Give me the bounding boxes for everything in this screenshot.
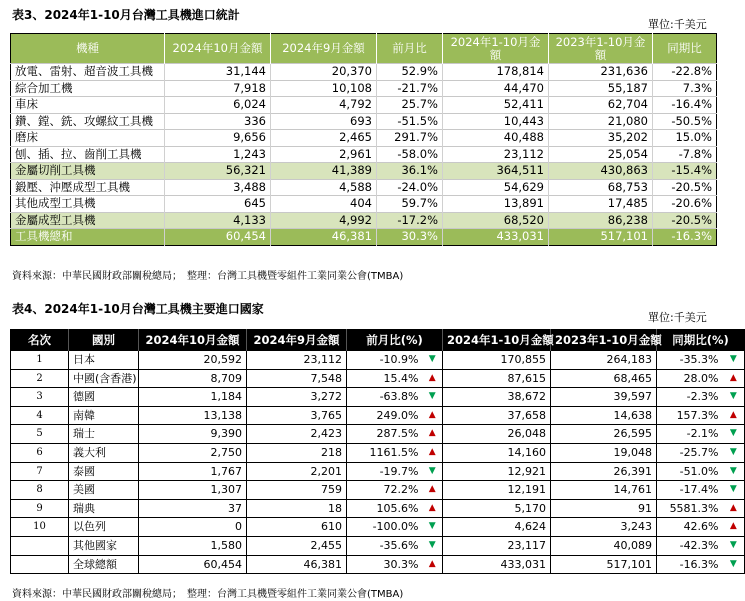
trend-arrow-cell bbox=[423, 443, 443, 462]
triangle-up-icon: ▲ bbox=[428, 409, 436, 420]
value-cell: 37 bbox=[139, 499, 247, 518]
triangle-down-icon: ▼ bbox=[729, 354, 737, 364]
yoy-change-cell: -25.7% bbox=[657, 443, 723, 462]
triangle-down-icon: ▼ bbox=[729, 465, 737, 476]
value-cell: 26,391 bbox=[551, 462, 657, 481]
triangle-up-icon: ▲ bbox=[428, 446, 436, 457]
triangle-up-icon: ▲ bbox=[729, 409, 737, 420]
table3-column-header: 2023年1-10月金額 bbox=[549, 34, 653, 64]
table4-column-header: 國別 bbox=[69, 330, 139, 351]
trend-arrow-cell bbox=[423, 369, 443, 388]
rank-cell bbox=[11, 536, 69, 555]
machine-type-cell: 刨、插、拉、齒削工具機 bbox=[15, 146, 142, 161]
value-cell: -22.8% bbox=[653, 64, 717, 81]
trend-arrow-cell bbox=[723, 536, 745, 555]
table4-header-row bbox=[11, 330, 745, 351]
rank-cell: 2 bbox=[11, 369, 69, 388]
value-cell: 68,465 bbox=[551, 369, 657, 388]
value-cell: 1,767 bbox=[139, 462, 247, 481]
triangle-down-icon: ▼ bbox=[729, 446, 737, 457]
value-cell: 35,202 bbox=[549, 130, 653, 147]
value-cell: 14,638 bbox=[551, 406, 657, 425]
value-cell: 86,238 bbox=[549, 212, 653, 229]
value-cell: 430,863 bbox=[549, 163, 653, 180]
mom-change-cell: 30.3% bbox=[347, 555, 423, 574]
rank-cell: 6 bbox=[11, 443, 69, 462]
value-cell: 41,389 bbox=[271, 163, 377, 180]
machine-type-cell: 鑽、鏜、銑、攻螺紋工具機 bbox=[15, 113, 153, 128]
value-cell: 52.9% bbox=[377, 64, 443, 81]
yoy-change-cell: -2.3% bbox=[657, 388, 723, 407]
country-cell: 瑞典 bbox=[69, 499, 139, 518]
value-cell: 178,814 bbox=[443, 64, 549, 81]
table3-row bbox=[11, 64, 717, 81]
triangle-down-icon: ▼ bbox=[428, 539, 436, 550]
value-cell: 46,381 bbox=[271, 229, 377, 246]
value-cell: 68,520 bbox=[443, 212, 549, 229]
country-cell: 德國 bbox=[69, 388, 139, 407]
trend-arrow-cell bbox=[423, 406, 443, 425]
yoy-change-cell: -2.1% bbox=[657, 425, 723, 444]
value-cell: 1,580 bbox=[139, 536, 247, 555]
value-cell: 3,488 bbox=[165, 179, 271, 196]
country-cell: 中國(含香港) bbox=[69, 369, 139, 388]
triangle-down-icon: ▼ bbox=[428, 465, 436, 476]
table3-source: 資料來源：中華民國財政部關稅總局； 整理：台灣工具機暨零組件工業同業公會(TMBA) bbox=[12, 271, 404, 282]
table4-row bbox=[11, 369, 745, 388]
value-cell: 517,101 bbox=[549, 229, 653, 246]
table3-row bbox=[11, 163, 717, 180]
value-cell: 54,629 bbox=[443, 179, 549, 196]
value-cell: 14,761 bbox=[551, 481, 657, 500]
table4-row bbox=[11, 406, 745, 425]
value-cell: -50.5% bbox=[653, 113, 717, 130]
value-cell: 36.1% bbox=[377, 163, 443, 180]
country-cell: 瑞士 bbox=[69, 425, 139, 444]
yoy-change-cell: -42.3% bbox=[657, 536, 723, 555]
rank-cell: 1 bbox=[11, 351, 69, 370]
value-cell: 4,133 bbox=[165, 212, 271, 229]
triangle-up-icon: ▲ bbox=[729, 521, 737, 532]
value-cell: -20.5% bbox=[653, 179, 717, 196]
trend-arrow-cell bbox=[423, 481, 443, 500]
table3-row bbox=[11, 80, 717, 97]
triangle-up-icon: ▲ bbox=[428, 484, 436, 495]
trend-arrow-cell bbox=[423, 518, 443, 537]
mom-change-cell: 287.5% bbox=[347, 425, 423, 444]
value-cell: 9,390 bbox=[139, 425, 247, 444]
value-cell: 264,183 bbox=[551, 351, 657, 370]
value-cell: 4,624 bbox=[443, 518, 551, 537]
value-cell: -7.8% bbox=[653, 146, 717, 163]
mom-change-cell: -63.8% bbox=[347, 388, 423, 407]
value-cell: 404 bbox=[271, 196, 377, 213]
triangle-down-icon: ▼ bbox=[428, 391, 436, 402]
triangle-down-icon: ▼ bbox=[729, 428, 737, 439]
value-cell: 23,117 bbox=[443, 536, 551, 555]
rank-cell: 7 bbox=[11, 462, 69, 481]
trend-arrow-cell bbox=[423, 388, 443, 407]
triangle-down-icon: ▼ bbox=[428, 521, 436, 532]
table4-title: 表4、2024年1-10月台灣工具機主要進口國家 bbox=[12, 302, 264, 316]
value-cell: -24.0% bbox=[377, 179, 443, 196]
rank-cell: 10 bbox=[11, 518, 69, 537]
rank-cell: 5 bbox=[11, 425, 69, 444]
machine-type-cell: 車床 bbox=[15, 97, 38, 111]
trend-arrow-cell bbox=[723, 518, 745, 537]
table3-column-header: 同期比 bbox=[653, 34, 717, 64]
trend-arrow-cell bbox=[723, 425, 745, 444]
value-cell: 30.3% bbox=[377, 229, 443, 246]
yoy-change-cell: -16.3% bbox=[657, 555, 723, 574]
yoy-change-cell: -17.4% bbox=[657, 481, 723, 500]
value-cell: 170,855 bbox=[443, 351, 551, 370]
trend-arrow-cell bbox=[423, 462, 443, 481]
mom-change-cell: -100.0% bbox=[347, 518, 423, 537]
value-cell: 4,792 bbox=[271, 97, 377, 114]
machine-type-cell: 鍛壓、沖壓成型工具機 bbox=[15, 179, 130, 194]
value-cell: 4,992 bbox=[271, 212, 377, 229]
value-cell: -58.0% bbox=[377, 146, 443, 163]
value-cell: -15.4% bbox=[653, 163, 717, 180]
table3-column-header: 2024年9月金額 bbox=[271, 34, 377, 64]
trend-arrow-cell bbox=[723, 406, 745, 425]
value-cell: 25.7% bbox=[377, 97, 443, 114]
value-cell: 13,891 bbox=[443, 196, 549, 213]
value-cell: 693 bbox=[271, 113, 377, 130]
value-cell: 46,381 bbox=[247, 555, 347, 574]
table4-row bbox=[11, 536, 745, 555]
table4-row bbox=[11, 425, 745, 444]
value-cell: 26,595 bbox=[551, 425, 657, 444]
value-cell: 1,307 bbox=[139, 481, 247, 500]
rank-cell: 3 bbox=[11, 388, 69, 407]
country-cell: 全球總額 bbox=[69, 555, 139, 574]
value-cell: 12,921 bbox=[443, 462, 551, 481]
country-cell: 其他國家 bbox=[69, 536, 139, 555]
table3-row bbox=[11, 179, 717, 196]
rank-cell: 4 bbox=[11, 406, 69, 425]
value-cell: 7,918 bbox=[165, 80, 271, 97]
table3-column-header: 前月比 bbox=[377, 34, 443, 64]
table3-row bbox=[11, 130, 717, 147]
machine-type-cell: 其他成型工具機 bbox=[15, 196, 96, 210]
yoy-change-cell: 5581.3% bbox=[657, 499, 723, 518]
table4-row bbox=[11, 388, 745, 407]
country-cell: 義大利 bbox=[69, 443, 139, 462]
value-cell: 218 bbox=[247, 443, 347, 462]
table4-column-header: 前月比(%) bbox=[347, 330, 443, 351]
table4-row bbox=[11, 518, 745, 537]
value-cell: 2,423 bbox=[247, 425, 347, 444]
value-cell: 60,454 bbox=[139, 555, 247, 574]
triangle-down-icon: ▼ bbox=[428, 354, 436, 364]
value-cell: 62,704 bbox=[549, 97, 653, 114]
value-cell: 8,709 bbox=[139, 369, 247, 388]
mom-change-cell: -35.6% bbox=[347, 536, 423, 555]
value-cell: 59.7% bbox=[377, 196, 443, 213]
value-cell: 44,470 bbox=[443, 80, 549, 97]
mom-change-cell: -10.9% bbox=[347, 351, 423, 370]
value-cell: 7.3% bbox=[653, 80, 717, 97]
yoy-change-cell: -51.0% bbox=[657, 462, 723, 481]
machine-type-cell: 工具機總和 bbox=[11, 229, 165, 246]
value-cell: 645 bbox=[165, 196, 271, 213]
table3-title: 表3、2024年1-10月台灣工具機進口統計 bbox=[12, 8, 240, 22]
country-cell: 泰國 bbox=[69, 462, 139, 481]
value-cell: -51.5% bbox=[377, 113, 443, 130]
machine-type-import-table bbox=[10, 33, 717, 246]
table4-row bbox=[11, 499, 745, 518]
table4-row bbox=[11, 351, 745, 370]
table3-row bbox=[11, 146, 717, 163]
value-cell: 23,112 bbox=[247, 351, 347, 370]
trend-arrow-cell bbox=[423, 499, 443, 518]
triangle-down-icon: ▼ bbox=[729, 484, 737, 495]
value-cell: 336 bbox=[165, 113, 271, 130]
value-cell: 4,588 bbox=[271, 179, 377, 196]
table4-column-header: 2024年1-10月金額 bbox=[443, 330, 551, 351]
country-cell: 以色列 bbox=[69, 518, 139, 537]
value-cell: -20.5% bbox=[653, 212, 717, 229]
value-cell: 19,048 bbox=[551, 443, 657, 462]
value-cell: 517,101 bbox=[551, 555, 657, 574]
value-cell: 60,454 bbox=[165, 229, 271, 246]
trend-arrow-cell bbox=[423, 351, 443, 370]
table3-column-header: 機種 bbox=[11, 34, 165, 64]
value-cell: 0 bbox=[139, 518, 247, 537]
value-cell: 2,750 bbox=[139, 443, 247, 462]
triangle-up-icon: ▲ bbox=[428, 558, 436, 569]
value-cell: 26,048 bbox=[443, 425, 551, 444]
table3-row bbox=[11, 196, 717, 213]
value-cell: -21.7% bbox=[377, 80, 443, 97]
rank-cell: 9 bbox=[11, 499, 69, 518]
value-cell: 433,031 bbox=[443, 555, 551, 574]
value-cell: 17,485 bbox=[549, 196, 653, 213]
value-cell: 21,080 bbox=[549, 113, 653, 130]
value-cell: 433,031 bbox=[443, 229, 549, 246]
trend-arrow-cell bbox=[723, 499, 745, 518]
country-cell: 美國 bbox=[69, 481, 139, 500]
mom-change-cell: 105.6% bbox=[347, 499, 423, 518]
table3-row bbox=[11, 113, 717, 130]
value-cell: 15.0% bbox=[653, 130, 717, 147]
value-cell: 18 bbox=[247, 499, 347, 518]
value-cell: 291.7% bbox=[377, 130, 443, 147]
rank-cell: 8 bbox=[11, 481, 69, 500]
value-cell: 14,160 bbox=[443, 443, 551, 462]
mom-change-cell: 72.2% bbox=[347, 481, 423, 500]
value-cell: 39,597 bbox=[551, 388, 657, 407]
value-cell: 52,411 bbox=[443, 97, 549, 114]
mom-change-cell: 1161.5% bbox=[347, 443, 423, 462]
value-cell: -17.2% bbox=[377, 212, 443, 229]
triangle-down-icon: ▼ bbox=[729, 558, 737, 569]
value-cell: 2,961 bbox=[271, 146, 377, 163]
value-cell: -16.3% bbox=[653, 229, 717, 246]
value-cell: 87,615 bbox=[443, 369, 551, 388]
table3-row bbox=[11, 97, 717, 114]
machine-type-cell: 金屬成型工具機 bbox=[11, 212, 165, 229]
value-cell: 7,548 bbox=[247, 369, 347, 388]
trend-arrow-cell bbox=[723, 369, 745, 388]
value-cell: 364,511 bbox=[443, 163, 549, 180]
table4-column-header: 同期比(%) bbox=[657, 330, 745, 351]
table4-row bbox=[11, 443, 745, 462]
value-cell: 231,636 bbox=[549, 64, 653, 81]
triangle-down-icon: ▼ bbox=[729, 539, 737, 550]
machine-type-cell: 金屬切削工具機 bbox=[11, 163, 165, 180]
triangle-up-icon: ▲ bbox=[428, 372, 436, 383]
value-cell: 10,443 bbox=[443, 113, 549, 130]
table4-source: 資料來源：中華民國財政部關稅總局； 整理：台灣工具機暨零組件工業同業公會(TMBA) bbox=[12, 589, 404, 600]
table4-column-header: 2023年1-10月金額 bbox=[551, 330, 657, 351]
value-cell: 5,170 bbox=[443, 499, 551, 518]
value-cell: 56,321 bbox=[165, 163, 271, 180]
trend-arrow-cell bbox=[723, 443, 745, 462]
trend-arrow-cell bbox=[723, 351, 745, 370]
value-cell: 3,243 bbox=[551, 518, 657, 537]
value-cell: 610 bbox=[247, 518, 347, 537]
table4-row bbox=[11, 462, 745, 481]
yoy-change-cell: -35.3% bbox=[657, 351, 723, 370]
table4-column-header: 2024年9月金額 bbox=[247, 330, 347, 351]
triangle-down-icon: ▼ bbox=[729, 391, 737, 402]
machine-type-cell: 磨床 bbox=[15, 130, 38, 144]
value-cell: 2,455 bbox=[247, 536, 347, 555]
trend-arrow-cell bbox=[423, 536, 443, 555]
value-cell: 20,592 bbox=[139, 351, 247, 370]
value-cell: 10,108 bbox=[271, 80, 377, 97]
value-cell: 759 bbox=[247, 481, 347, 500]
table3-unit: 單位:千美元 bbox=[648, 18, 707, 31]
value-cell: 68,753 bbox=[549, 179, 653, 196]
trend-arrow-cell bbox=[723, 462, 745, 481]
value-cell: 9,656 bbox=[165, 130, 271, 147]
table3-header-row bbox=[11, 34, 717, 64]
country-cell: 南韓 bbox=[69, 406, 139, 425]
triangle-up-icon: ▲ bbox=[729, 502, 737, 513]
country-cell: 日本 bbox=[69, 351, 139, 370]
table4-row bbox=[11, 481, 745, 500]
value-cell: 2,465 bbox=[271, 130, 377, 147]
value-cell: 6,024 bbox=[165, 97, 271, 114]
value-cell: 55,187 bbox=[549, 80, 653, 97]
triangle-up-icon: ▲ bbox=[428, 428, 436, 439]
value-cell: -16.4% bbox=[653, 97, 717, 114]
trend-arrow-cell bbox=[723, 481, 745, 500]
yoy-change-cell: 42.6% bbox=[657, 518, 723, 537]
value-cell: 37,658 bbox=[443, 406, 551, 425]
value-cell: 25,054 bbox=[549, 146, 653, 163]
triangle-up-icon: ▲ bbox=[428, 502, 436, 513]
table4-column-header: 名次 bbox=[11, 330, 69, 351]
triangle-up-icon: ▲ bbox=[729, 372, 737, 383]
table4-column-header: 2024年10月金額 bbox=[139, 330, 247, 351]
value-cell: 31,144 bbox=[165, 64, 271, 81]
value-cell: 1,243 bbox=[165, 146, 271, 163]
table3-row bbox=[11, 212, 717, 229]
trend-arrow-cell bbox=[423, 555, 443, 574]
table4-unit: 單位:千美元 bbox=[648, 311, 707, 324]
country-import-table bbox=[10, 329, 745, 574]
value-cell: 23,112 bbox=[443, 146, 549, 163]
value-cell: -20.6% bbox=[653, 196, 717, 213]
trend-arrow-cell bbox=[423, 425, 443, 444]
table3-column-header: 2024年10月金額 bbox=[165, 34, 271, 64]
value-cell: 3,765 bbox=[247, 406, 347, 425]
value-cell: 38,672 bbox=[443, 388, 551, 407]
table3-column-header: 2024年1-10月金額 bbox=[443, 34, 549, 64]
table3-row bbox=[11, 229, 717, 246]
value-cell: 91 bbox=[551, 499, 657, 518]
value-cell: 1,184 bbox=[139, 388, 247, 407]
value-cell: 12,191 bbox=[443, 481, 551, 500]
machine-type-cell: 放電、雷射、超音波工具機 bbox=[15, 64, 153, 78]
table4-row bbox=[11, 555, 745, 574]
mom-change-cell: -19.7% bbox=[347, 462, 423, 481]
value-cell: 40,089 bbox=[551, 536, 657, 555]
value-cell: 13,138 bbox=[139, 406, 247, 425]
value-cell: 40,488 bbox=[443, 130, 549, 147]
trend-arrow-cell bbox=[723, 555, 745, 574]
trend-arrow-cell bbox=[723, 388, 745, 407]
yoy-change-cell: 157.3% bbox=[657, 406, 723, 425]
rank-cell bbox=[11, 555, 69, 574]
value-cell: 20,370 bbox=[271, 64, 377, 81]
yoy-change-cell: 28.0% bbox=[657, 369, 723, 388]
value-cell: 3,272 bbox=[247, 388, 347, 407]
machine-type-cell: 綜合加工機 bbox=[15, 80, 73, 95]
value-cell: 2,201 bbox=[247, 462, 347, 481]
mom-change-cell: 249.0% bbox=[347, 406, 423, 425]
mom-change-cell: 15.4% bbox=[347, 369, 423, 388]
